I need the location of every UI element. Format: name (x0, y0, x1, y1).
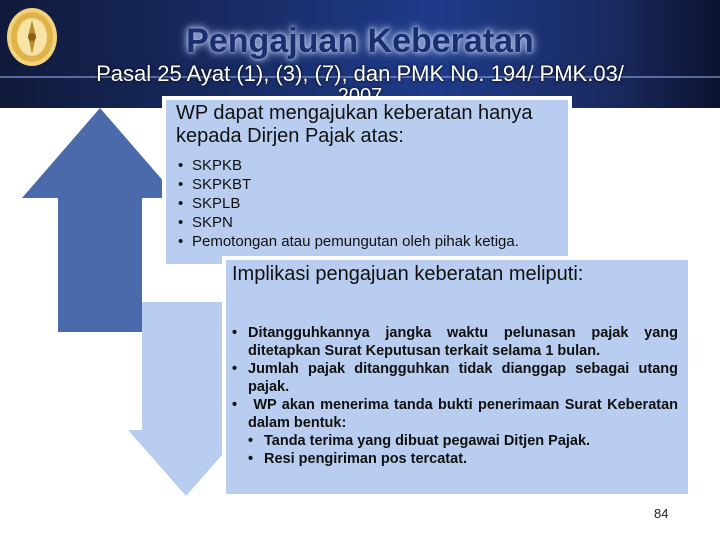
objection-basis-list (178, 156, 558, 251)
implications-list (232, 324, 678, 468)
list-item: • Jumlah pajak ditangguhkan tidak dianggap sebagai utang pajak. (232, 360, 678, 396)
list-item: • Ditangguhkannya jangka waktu pelunasan pajak yang ditetapkan Surat Keputusan terkait selama 1 bulan. (232, 324, 678, 360)
list-item (232, 396, 678, 468)
objection-basis-box (162, 96, 572, 268)
list-item-text: WP akan menerima tanda bukti penerimaan Surat Keberatan dalam bentuk: (248, 397, 679, 431)
list-item: • SKPLB (178, 194, 558, 213)
arrow-up-icon (20, 106, 180, 334)
sub-list-item: • Tanda terima yang dibuat pegawai Ditjen Pajak. (248, 432, 678, 450)
implications-box (222, 256, 692, 498)
page-title: Pengajuan Keberatan (186, 22, 534, 60)
implications-heading: Implikasi pengajuan keberatan meliputi: (232, 263, 584, 285)
page-number: 84 (654, 506, 669, 521)
sub-list-item: • Resi pengiriman pos tercatat. (248, 450, 678, 468)
list-item: • SKPKBT (178, 175, 558, 194)
list-item: • Pemotongan atau pemungutan oleh pihak ketiga. (178, 232, 558, 251)
objection-basis-heading: WP dapat mengajukan keberatan hanya kepada Dirjen Pajak atas: (176, 102, 533, 147)
subtitle-line-1: Pasal 25 Ayat (1), (3), (7), dan PMK No. 194/ PMK.03/ (96, 61, 624, 86)
sub-list (248, 432, 678, 468)
list-item: • SKPN (178, 213, 558, 232)
list-item: • SKPKB (178, 156, 558, 175)
